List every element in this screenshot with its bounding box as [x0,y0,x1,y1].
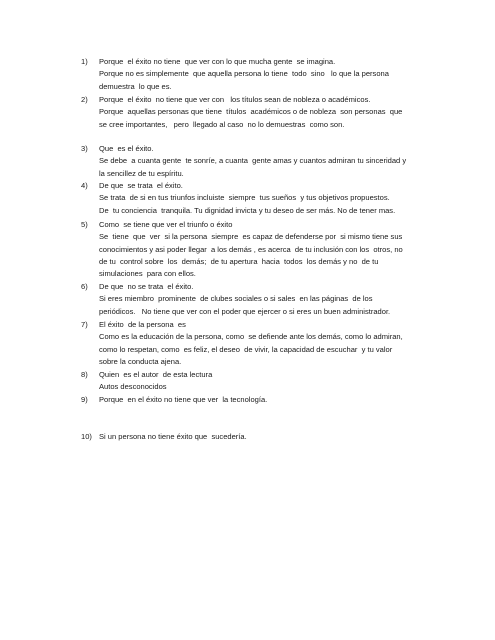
item-text-line: Si eres miembro prominente de clubes sociales o si sales en las páginas de los [99,294,373,304]
item-number: 2) [81,95,88,104]
item-text-line: Se trata de si en tus triunfos incluiste siempre tus sueños y tus objetivos propuestos. [99,193,390,203]
item-text-line: Como se tiene que ver el triunfo o éxito [99,220,233,229]
item-number: 9) [81,395,88,404]
item-number: 1) [81,57,88,66]
item-text-line: periódicos. No tiene que ver con el poder que ejercer o si eres un buen administrador. [99,306,391,316]
item-text-line: Que es el éxito. [99,144,154,153]
item-text-line: de tu control sobre los demás; de tu apertura hacia todos los demás y no de tu [99,256,379,266]
item-text-line: la sencillez de tu espíritu. [99,168,184,178]
item-number: 6) [81,282,88,291]
item-text-line: se cree importantes, pero llegado al caso no lo demuestras como son. [99,119,345,129]
item-text-line: Se tiene que ver si la persona siempre es capaz de defenderse por si mismo tiene sus [99,232,403,242]
item-text-line: Porque aquellas personas que tiene títulos académicos o de nobleza son personas que [99,107,403,117]
item-text-line: Porque no es simplemente que aquella persona lo tiene todo sino lo que la persona [99,69,389,79]
item-text-line: De que se trata el éxito. [99,181,183,190]
item-text-line: demuestra lo que es. [99,81,172,91]
item-text-line: El éxito de la persona es [99,320,186,329]
item-text-line: simulaciones para con ellos. [99,269,196,279]
item-number: 10) [81,432,92,441]
item-text-line: Se debe a cuanta gente te sonríe, a cuanta gente amas y cuantos admiran tu sinceridad y [99,156,407,166]
item-text-line: Porque el éxito no tiene que ver con lo que mucha gente se imagina. [99,57,336,66]
item-text-line: sobre la conducta ajena. [99,356,182,366]
item-text-line: Quien es el autor de esta lectura [99,370,213,379]
item-text-line: conocimientos y asi poder llegar a los demás , es acerca de tu inclusión con los otros, no [99,244,403,254]
item-text-line: Autos desconocidos [99,382,167,392]
item-text-line: Si un persona no tiene éxito que sucedería. [99,432,247,441]
item-text-line: como lo respetan, como es feliz, el deseo de vivir, la capacidad de escuchar y tu valor [99,344,393,354]
item-number: 5) [81,220,88,229]
item-text-line: Porque el éxito no tiene que ver con los títulos sean de nobleza o académicos. [99,95,371,104]
item-text-line: De que no se trata el éxito. [99,282,194,291]
item-number: 8) [81,370,88,379]
item-text-line: Como es la educación de la persona, como se defiende ante los demás, como lo admiran, [99,332,403,342]
item-number: 4) [81,181,88,190]
item-text-line: De tu conciencia tranquila. Tu dignidad invicta y tu deseo de ser más. No de tener mas. [99,205,396,215]
item-number: 7) [81,320,88,329]
item-number: 3) [81,144,88,153]
item-text-line: Porque en el éxito no tiene que ver la tecnología. [99,395,268,404]
